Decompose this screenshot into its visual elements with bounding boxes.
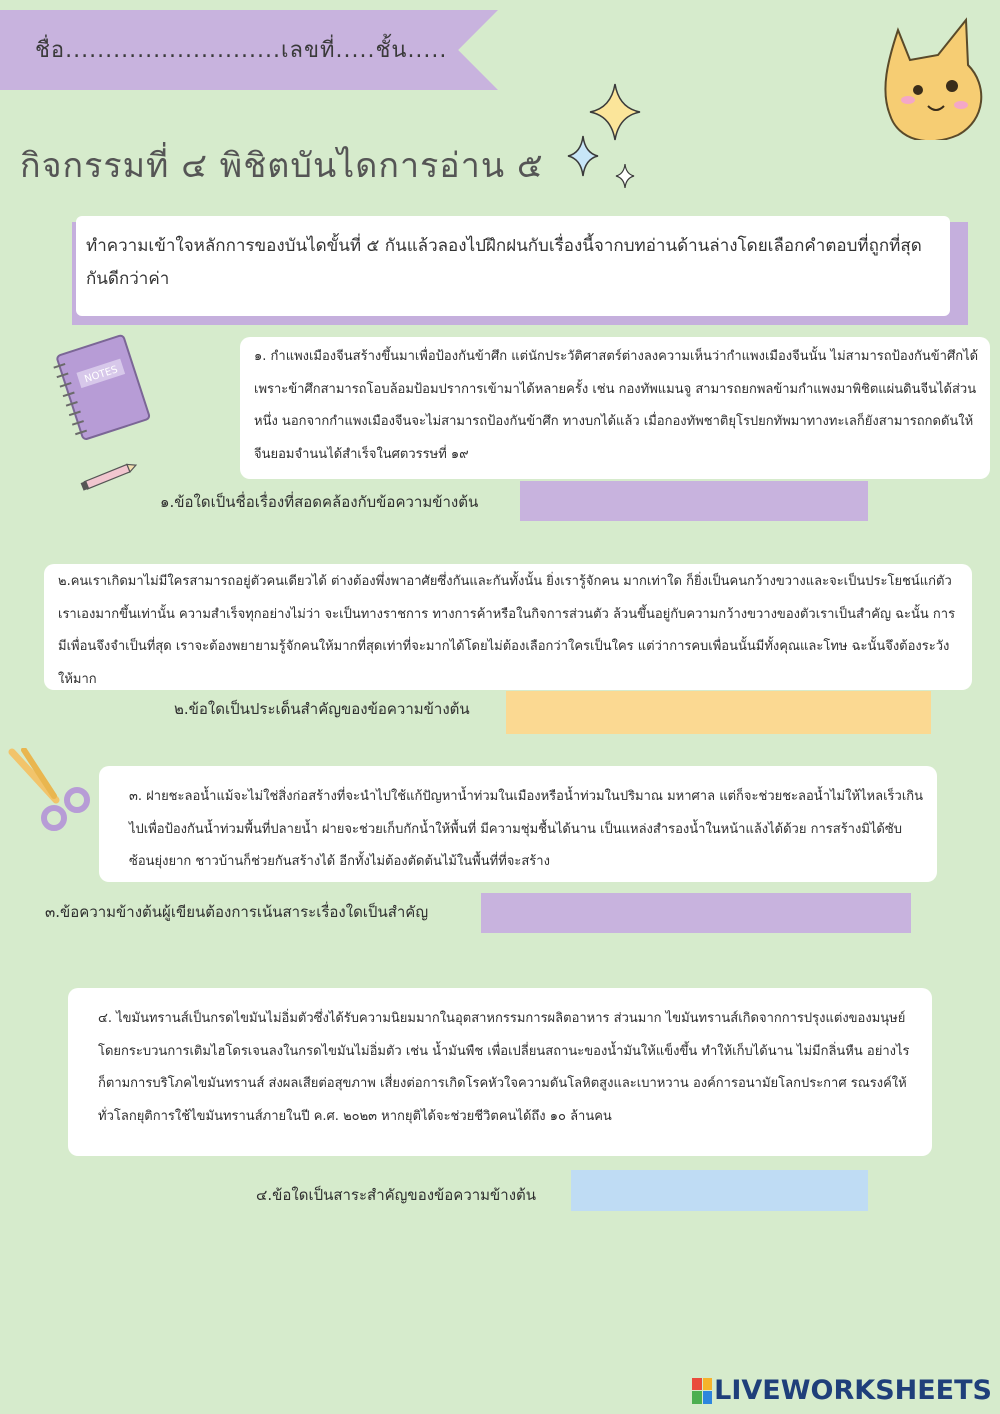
- notebook-icon: [46, 330, 156, 445]
- answer-4-field[interactable]: [571, 1170, 868, 1211]
- answer-2-field[interactable]: [506, 691, 931, 734]
- notebook-label: NOTES: [83, 364, 120, 386]
- scissors-icon: [4, 748, 94, 833]
- liveworksheets-brand: [692, 1375, 992, 1406]
- sparkle-tiny-icon: [614, 162, 636, 190]
- question-1-label: ๑.ข้อใดเป็นชื่อเรื่องที่สอดคล้องกับข้อความข้างต้น: [160, 493, 479, 511]
- sparkle-icon: [588, 82, 643, 142]
- brand-name: LIVEWORKSHEETS: [714, 1375, 992, 1406]
- question-3-label: ๓.ข้อความข้างต้นผู้เขียนต้องการเน้นสาระเรื่องใดเป็นสำคัญ: [45, 903, 429, 921]
- question-2-label: ๒.ข้อใดเป็นประเด็นสำคัญของข้อความข้างต้น: [174, 700, 470, 718]
- answer-3-field[interactable]: [481, 893, 911, 933]
- passage-2: ๒.คนเราเกิดมาไม่มีใครสามารถอยู่ตัวคนเดียวได้ ต่างต้องพึ่งพาอาศัยซึ่งกันและกันทั้งนั้น ยิ่งเรารู้จักคน มากเท่าใด ก็ยิ่งเป็นคนกว้างขวางและจะเป็นประโยชน์แก่ตัวเราเองมากขึ้นเท่านั้น ความสำเร็จทุกอย่างไม่ว่า จะเป็นทางราชการ ทางการค้าหรือในกิจการส่วนตัว ล้วนขึ้นอยู่กับความกว้างขวางของตัวเราเป็นสำคัญ ฉะนั้น การมีเพื่อนจึงจำเป็นที่สุด เราจะต้องพยายามรู้จักคนให้มากที่สุดเท่าที่จะมากได้โดยไม่ต้องเลือกว่าใครเป็นใคร แต่ว่าการคบเพื่อนนั้นมีทั้งคุณและโทษ ฉะนั้นจึงต้องระวังให้มาก: [44, 564, 972, 690]
- brand-logo-icon: [692, 1378, 712, 1404]
- cat-face-icon: [868, 10, 1000, 140]
- passage-3: ๓. ฝายชะลอน้ำแม้จะไม่ใช่สิ่งก่อสร้างที่จะนำไปใช้แก้ปัญหาน้ำท่วมในเมืองหรือน้ำท่วมในปริมาณ มหาศาล แต่ก็จะช่วยชะลอน้ำไม่ให้ไหลเร็วเกินไปเพื่อป้องกันน้ำท่วมพื้นที่ปลายน้ำ ฝายจะช่วยเก็บกักน้ำให้พื้นที่ มีความชุ่มชื้นได้นาน เป็นแหล่งสำรองน้ำในหน้าแล้งได้ด้วย การสร้างมิได้ซับซ้อนยุ่งยาก ชาวบ้านก็ช่วยกันสร้างได้ อีกทั้งไม่ต้องตัดต้นไม้ในพื้นที่ที่จะสร้าง: [99, 766, 937, 882]
- sparkle-small-icon: [566, 134, 600, 178]
- student-name-line: ชื่อ...........................เลขที่.....ชั้น.....: [35, 38, 448, 63]
- answer-1-field[interactable]: [520, 481, 868, 521]
- passage-4: ๔. ไขมันทรานส์เป็นกรดไขมันไม่อิ่มตัวซึ่งได้รับความนิยมมากในอุตสาหกรรมการผลิตอาหาร ส่วนมาก ไขมันทรานส์เกิดจากการปรุงแต่งของมนุษย์ โดยกระบวนการเติมไฮโดรเจนลงในกรดไขมันไม่อิ่มตัว เช่น น้ำมันพืช เพื่อเปลี่ยนสถานะของน้ำมันให้แข็งขึ้น ทำให้เก็บได้นาน ไม่มีกลิ่นหืน อย่างไรก็ตามการบริโภคไขมันทรานส์ ส่งผลเสียต่อสุขภาพ เสี่ยงต่อการเกิดโรคหัวใจความดันโลหิตสูงและเบาหวาน องค์การอนามัยโลกประกาศ รณรงค์ให้ทั่วโลกยุติการใช้ไขมันทรานส์ภายในปี ค.ศ. ๒๐๒๓ หากยุติได้จะช่วยชีวิตคนได้ถึง ๑๐ ล้านคน: [68, 988, 932, 1156]
- pencil-icon: [76, 458, 142, 494]
- passage-1: ๑. กำแพงเมืองจีนสร้างขึ้นมาเพื่อป้องกันข้าศึก แต่นักประวัติศาสตร์ต่างลงความเห็นว่ากำแพงเมืองจีนนั้น ไม่สามารถป้องกันข้าศึกได้ เพราะข้าศึกสามารถโอบล้อมป้อมปราการเข้ามาได้หลายครั้ง เช่น กองทัพแมนจู สามารถยกพลข้ามกำแพงมาพิชิตแผ่นดินจีนได้ส่วนหนึ่ง นอกจากกำแพงเมืองจีนจะไม่สามารถป้องกันข้าศึก ทางบกได้แล้ว เมื่อกองทัพชาติยุโรปยกทัพมาทางทะเลก็ยังสามารถกดดันให้จีนยอมจำนนได้สำเร็จในศตวรรษที่ ๑๙: [240, 337, 990, 479]
- question-4-label: ๔.ข้อใดเป็นสาระสำคัญของข้อความข้างต้น: [256, 1186, 537, 1204]
- page-title: กิจกรรมที่ ๔ พิชิตบันไดการอ่าน ๕: [20, 146, 544, 186]
- instructions-box: ทำความเข้าใจหลักการของบันไดขั้นที่ ๕ กันแล้วลองไปฝึกฝนกับเรื่องนี้จากบทอ่านด้านล่างโดยเลือกคำตอบที่ถูกที่สุดกันดีกว่าค่า: [76, 216, 950, 316]
